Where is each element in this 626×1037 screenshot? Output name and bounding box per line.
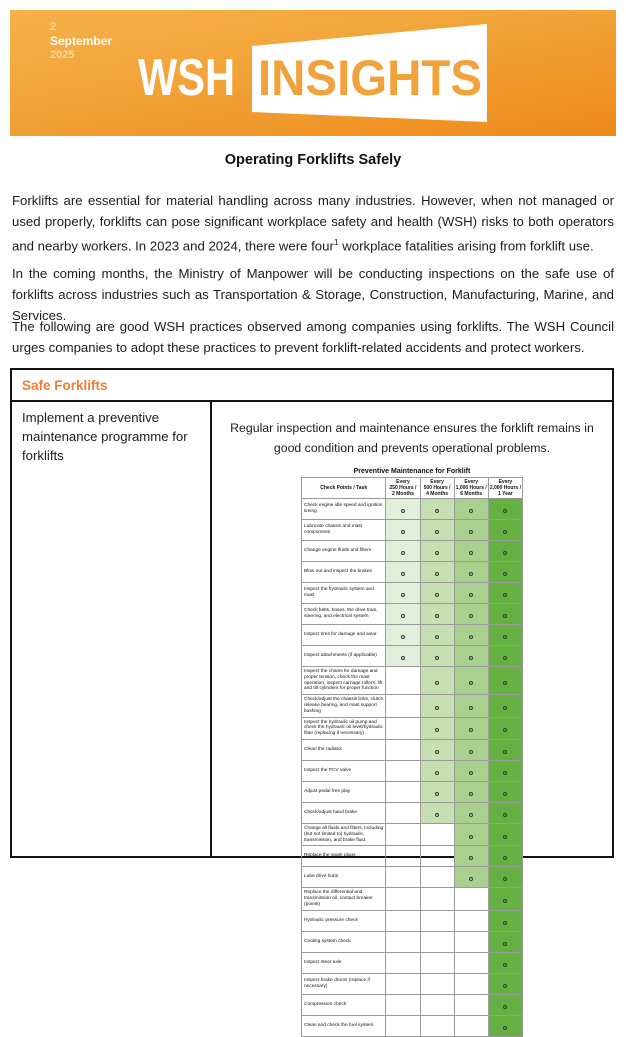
pm-interval-cell <box>420 867 454 888</box>
interval-marker-icon <box>469 856 473 860</box>
pm-interval-cell <box>420 739 454 760</box>
pm-interval-cell <box>488 931 522 952</box>
pm-interval-cell <box>454 646 488 667</box>
pm-interval-cell <box>420 973 454 994</box>
pm-interval-cell <box>454 952 488 973</box>
interval-marker-icon <box>503 856 507 860</box>
pm-interval-cell <box>386 973 420 994</box>
interval-marker-icon <box>503 593 507 597</box>
pm-interval-cell <box>420 562 454 583</box>
pm-interval-cell <box>420 994 454 1015</box>
interval-marker-icon <box>435 813 439 817</box>
pm-interval-cell <box>454 604 488 625</box>
pm-row <box>302 562 523 583</box>
pm-row <box>302 739 523 760</box>
pm-interval-cell <box>386 1015 420 1036</box>
pm-interval-cell <box>386 562 420 583</box>
pm-interval-cell <box>420 499 454 520</box>
pm-interval-cell <box>454 888 488 910</box>
pm-interval-cell <box>386 646 420 667</box>
pm-interval-cell <box>488 973 522 994</box>
pm-interval-cell <box>454 667 488 695</box>
pm-interval-cell <box>454 1015 488 1036</box>
pm-interval-cell <box>386 667 420 695</box>
pm-task-cell: Clean and check the fuel system <box>302 1015 386 1036</box>
interval-marker-icon <box>469 593 473 597</box>
pm-interval-cell <box>386 994 420 1015</box>
inspections-paragraph: In the coming months, the Ministry of Manpower will be conducting inspections on the safe use of forklifts across industries such as Transportation & Storage, Construction, Manufacturing, Marine, and Services. <box>12 266 614 323</box>
pm-interval-cell <box>488 583 522 604</box>
interval-marker-icon <box>401 635 405 639</box>
pm-interval-cell <box>386 802 420 823</box>
pm-interval-cell <box>488 846 522 867</box>
pm-interval-cell <box>454 802 488 823</box>
pm-interval-cell <box>420 646 454 667</box>
interval-marker-icon <box>469 572 473 576</box>
pm-interval-cell <box>454 562 488 583</box>
interval-marker-icon <box>469 813 473 817</box>
pm-row <box>302 867 523 888</box>
pm-interval-cell <box>454 695 488 717</box>
pm-task-cell: Adjust pedal free play <box>302 781 386 802</box>
pm-interval-cell <box>386 625 420 646</box>
interval-marker-icon <box>401 656 405 660</box>
interval-marker-icon <box>503 681 507 685</box>
pm-interval-cell <box>386 888 420 910</box>
section-title: Safe Forklifts <box>12 370 612 402</box>
pm-task-cell: Inspect the hydraulic system and mast <box>302 583 386 604</box>
issue-date <box>50 20 112 62</box>
interval-marker-icon <box>401 551 405 555</box>
pm-interval-cell <box>454 717 488 739</box>
pm-task-cell: Inspect steer axle <box>302 952 386 973</box>
pm-interval-cell <box>454 994 488 1015</box>
pm-row <box>302 695 523 717</box>
pm-interval-cell <box>386 739 420 760</box>
pm-interval-cell <box>420 760 454 781</box>
pm-interval-cell <box>420 1015 454 1036</box>
pm-interval-cell <box>488 888 522 910</box>
interval-marker-icon <box>503 984 507 988</box>
interval-marker-icon <box>503 509 507 513</box>
pm-interval-cell <box>420 888 454 910</box>
pm-task-cell: Lubricate chassis and mast components <box>302 520 386 541</box>
pm-interval-cell <box>454 541 488 562</box>
interval-marker-icon <box>503 771 507 775</box>
pm-row <box>302 499 523 520</box>
interval-marker-icon <box>503 835 507 839</box>
page-title: Operating Forklifts Safely <box>224 152 402 168</box>
pm-row <box>302 781 523 802</box>
pm-row <box>302 888 523 910</box>
pm-interval-cell <box>488 910 522 931</box>
pm-interval-cell <box>454 973 488 994</box>
interval-marker-icon <box>503 877 507 881</box>
interval-marker-icon <box>503 1026 507 1030</box>
pm-row <box>302 802 523 823</box>
pm-row <box>302 625 523 646</box>
pm-task-cell: Compression check <box>302 994 386 1015</box>
interval-marker-icon <box>469 792 473 796</box>
pm-task-cell: Check belts, hoses, the drive train, steering, and electrical system <box>302 604 386 625</box>
interval-marker-icon <box>435 750 439 754</box>
pm-row <box>302 583 523 604</box>
interval-marker-icon <box>503 921 507 925</box>
pm-task-cell: Inspect the hydraulic oil pump and check the hydraulic oil level/hydraulic filter (replacing if necessary) <box>302 717 386 739</box>
pm-interval-cell <box>454 823 488 845</box>
pm-interval-cell <box>386 952 420 973</box>
interval-marker-icon <box>469 681 473 685</box>
pm-task-cell: Cooling system check <box>302 931 386 952</box>
pm-interval-cell <box>420 781 454 802</box>
pm-interval-cell <box>386 520 420 541</box>
interval-marker-icon <box>435 530 439 534</box>
pm-interval-cell <box>420 846 454 867</box>
pm-interval-cell <box>488 562 522 583</box>
pm-task-cell: Replace the differential and transmission oil, contact breaker (points) <box>302 888 386 910</box>
pm-row <box>302 760 523 781</box>
pm-task-cell: Check/adjust the chassis links, clutch release bearing, and mast support bushing <box>302 695 386 717</box>
pm-interval-cell <box>386 867 420 888</box>
interval-marker-icon <box>435 635 439 639</box>
pm-interval-cell <box>488 695 522 717</box>
interval-marker-icon <box>435 728 439 732</box>
pm-interval-cell <box>386 931 420 952</box>
pm-row <box>302 910 523 931</box>
interval-marker-icon <box>469 656 473 660</box>
pm-task-cell: Check/adjust hand brake <box>302 802 386 823</box>
interval-marker-icon <box>503 656 507 660</box>
interval-marker-icon <box>503 963 507 967</box>
pm-interval-cell <box>454 499 488 520</box>
interval-marker-icon <box>503 551 507 555</box>
pm-interval-cell <box>454 867 488 888</box>
pm-interval-cell <box>488 867 522 888</box>
pm-interval-cell <box>420 695 454 717</box>
pm-interval-cell <box>454 846 488 867</box>
pm-header-row <box>302 478 523 499</box>
interval-marker-icon <box>435 771 439 775</box>
pm-task-cell: Change engine fluids and filters <box>302 541 386 562</box>
interval-marker-icon <box>469 635 473 639</box>
pm-interval-cell <box>386 846 420 867</box>
pm-row <box>302 931 523 952</box>
pm-row <box>302 717 523 739</box>
pm-interval-header: Every 250 Hours / 2 Months <box>386 478 420 499</box>
pm-interval-cell <box>386 717 420 739</box>
issue-date-month: September <box>50 34 113 48</box>
pm-task-cell: Inspect the PCV valve <box>302 760 386 781</box>
interval-marker-icon <box>435 656 439 660</box>
pm-interval-cell <box>454 625 488 646</box>
pm-interval-cell <box>386 695 420 717</box>
pm-interval-cell <box>454 583 488 604</box>
interval-marker-icon <box>435 509 439 513</box>
interval-marker-icon <box>469 877 473 881</box>
pm-interval-cell <box>420 604 454 625</box>
pm-row <box>302 823 523 845</box>
pm-interval-cell <box>420 667 454 695</box>
pm-interval-cell <box>488 717 522 739</box>
interval-marker-icon <box>401 572 405 576</box>
pm-interval-cell <box>386 499 420 520</box>
interval-marker-icon <box>469 728 473 732</box>
issue-date-day: 2 <box>50 21 57 33</box>
interval-marker-icon <box>503 530 507 534</box>
pm-task-cell: Check engine idle speed and ignition timing <box>302 499 386 520</box>
pm-task-cell: Inspect tires for damage and wear <box>302 625 386 646</box>
pm-interval-cell <box>488 541 522 562</box>
interval-marker-icon <box>503 728 507 732</box>
footnote-marker: 1 <box>333 237 339 247</box>
pm-interval-cell <box>420 802 454 823</box>
pm-interval-cell <box>488 760 522 781</box>
intro-paragraph <box>12 190 614 256</box>
practice-cell: Implement a preventive maintenance programme for forklifts <box>12 402 212 856</box>
pm-interval-cell <box>488 604 522 625</box>
pm-task-cell: Lube drive hubs <box>302 867 386 888</box>
intro-paragraph-tail: workplace fatalities arising from forklift use. <box>338 238 594 254</box>
pm-interval-cell <box>454 781 488 802</box>
pm-interval-cell <box>488 646 522 667</box>
pm-interval-cell <box>454 760 488 781</box>
pm-interval-cell <box>488 625 522 646</box>
interval-marker-icon <box>469 530 473 534</box>
pm-interval-cell <box>420 717 454 739</box>
intro-paragraph-text: Forklifts are essential for material handling across many industries. However, when not managed or used properly, forklifts can pose significant workplace safety and health (WSH) risks to both operators and nearby workers. In 2023 and 2024, there were four <box>12 193 614 254</box>
interval-marker-icon <box>401 530 405 534</box>
interval-marker-icon <box>435 792 439 796</box>
pm-interval-cell <box>488 952 522 973</box>
interval-marker-icon <box>469 750 473 754</box>
interval-marker-icon <box>503 750 507 754</box>
interval-marker-icon <box>401 614 405 618</box>
pm-interval-cell <box>488 781 522 802</box>
interval-marker-icon <box>401 509 405 513</box>
pm-row <box>302 520 523 541</box>
pm-interval-cell <box>386 541 420 562</box>
pm-interval-cell <box>454 739 488 760</box>
pm-interval-cell <box>454 520 488 541</box>
pm-interval-header: Every 1,000 Hours / 6 Months <box>455 479 487 497</box>
pm-interval-cell <box>386 781 420 802</box>
interval-marker-icon <box>435 551 439 555</box>
interval-marker-icon <box>401 593 405 597</box>
pm-interval-cell <box>386 823 420 845</box>
interval-marker-icon <box>503 792 507 796</box>
pm-task-cell: Inspect the chains for damage and proper tension, check the mast operation, inspect carriage rollers, lift and tilt cylinders for proper function <box>302 667 386 695</box>
maintenance-table-title: Preventive Maintenance for Forklift <box>353 468 471 475</box>
maintenance-table-figure <box>301 468 523 1037</box>
pm-interval-cell <box>454 931 488 952</box>
section-content-row <box>12 402 612 1028</box>
pm-interval-header: Every 500 Hours / 4 Months <box>420 478 454 499</box>
practice-description: Regular inspection and maintenance ensures the forklift remains in good condition and prevents operational problems. <box>230 421 594 455</box>
pm-interval-cell <box>386 910 420 931</box>
pm-interval-cell <box>488 667 522 695</box>
interval-marker-icon <box>469 551 473 555</box>
interval-marker-icon <box>435 706 439 710</box>
interval-marker-icon <box>503 942 507 946</box>
pm-interval-cell <box>488 499 522 520</box>
pm-interval-cell <box>488 739 522 760</box>
practices-paragraph: The following are good WSH practices observed among companies using forklifts. The WSH Council urges companies to adopt these practices to prevent forklift-related accidents and protect workers. <box>12 319 614 355</box>
pm-row <box>302 1015 523 1036</box>
pm-row <box>302 846 523 867</box>
pm-task-header: Check Points / Task <box>302 478 386 499</box>
issue-date-year: 2025 <box>50 49 75 61</box>
pm-interval-cell <box>386 604 420 625</box>
pm-interval-cell <box>420 910 454 931</box>
interval-marker-icon <box>435 593 439 597</box>
interval-marker-icon <box>503 572 507 576</box>
pm-row <box>302 667 523 695</box>
pm-interval-cell <box>488 520 522 541</box>
interval-marker-icon <box>503 635 507 639</box>
pm-interval-cell <box>420 583 454 604</box>
pm-interval-header: Every 2,000 Hours / 1 Year <box>489 479 521 497</box>
pm-row <box>302 646 523 667</box>
pm-interval-cell <box>488 802 522 823</box>
pm-task-cell: Hydraulic pressure check <box>302 910 386 931</box>
pm-task-cell: Replace the spark plugs <box>302 846 386 867</box>
interval-marker-icon <box>503 813 507 817</box>
wsh-insights-logo-icon <box>120 13 520 135</box>
interval-marker-icon <box>503 1005 507 1009</box>
interval-marker-icon <box>469 614 473 618</box>
interval-marker-icon <box>435 614 439 618</box>
detail-cell <box>212 402 612 1028</box>
interval-marker-icon <box>503 706 507 710</box>
pm-interval-cell <box>488 994 522 1015</box>
logo-wsh-text: WSH <box>138 49 235 107</box>
interval-marker-icon <box>469 835 473 839</box>
pm-interval-cell <box>420 520 454 541</box>
pm-row <box>302 541 523 562</box>
safe-forklifts-section <box>10 368 614 1028</box>
interval-marker-icon <box>503 614 507 618</box>
pm-row <box>302 604 523 625</box>
pm-task-cell: Clean the radiator <box>302 739 386 760</box>
pm-interval-cell <box>420 931 454 952</box>
pm-task-cell: Inspect brake drums (replace if necessary) <box>302 973 386 994</box>
pm-interval-cell <box>420 952 454 973</box>
newsletter-banner <box>10 10 616 136</box>
interval-marker-icon <box>469 706 473 710</box>
pm-interval-cell <box>420 541 454 562</box>
pm-interval-cell <box>420 823 454 845</box>
interval-marker-icon <box>503 899 507 903</box>
pm-interval-cell <box>488 1015 522 1036</box>
pm-task-cell: Change all fluids and filters, including (but not limited to) hydraulic, transmission, and brake fluid. <box>302 823 386 845</box>
interval-marker-icon <box>469 509 473 513</box>
logo-insights-text: INSIGHTS <box>258 50 482 106</box>
pm-table <box>301 477 523 1037</box>
pm-interval-cell <box>488 823 522 845</box>
interval-marker-icon <box>435 681 439 685</box>
pm-row <box>302 952 523 973</box>
pm-interval-cell <box>386 583 420 604</box>
pm-interval-cell <box>454 910 488 931</box>
pm-interval-cell <box>420 625 454 646</box>
pm-row <box>302 994 523 1015</box>
pm-row <box>302 973 523 994</box>
interval-marker-icon <box>435 572 439 576</box>
pm-interval-cell <box>386 760 420 781</box>
interval-marker-icon <box>469 771 473 775</box>
pm-task-cell: Inspect attachments (if applicable) <box>302 646 386 667</box>
pm-task-cell: Blow out and inspect the brakes <box>302 562 386 583</box>
